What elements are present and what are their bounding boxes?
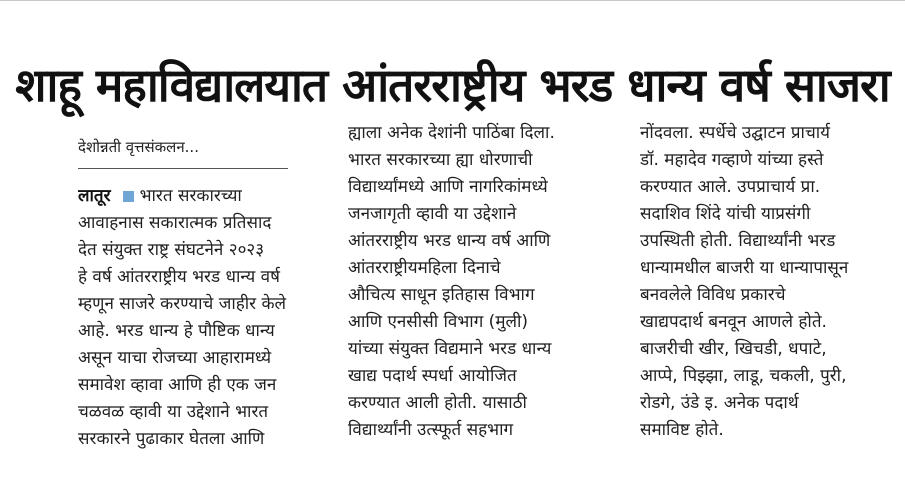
paragraph-line: हे वर्ष आंतरराष्ट्रीय भरड धान्य वर्ष — [78, 267, 280, 287]
paragraph-line: आवाहनास सकारात्मक प्रतिसाद — [78, 213, 272, 233]
paragraph-line: बनवलेले विविध प्रकारचे — [640, 285, 786, 305]
article-column-1 — [78, 120, 314, 453]
paragraph-line: जनजागृती व्हावी या उद्देशाने — [348, 204, 517, 224]
paragraph-line: करण्यात आली होती. यासाठी — [348, 393, 527, 413]
paragraph-line: विद्यार्थ्यांनी उत्स्फूर्त सहभाग — [348, 420, 514, 440]
paragraph-line: भारत सरकारच्या ह्या धोरणाची — [348, 150, 533, 170]
paragraph-line-text: भारत सरकारच्या — [139, 186, 242, 206]
paragraph-line — [78, 183, 314, 210]
paragraph-line: खाद्यपदार्थ बनवून आणले होते. — [640, 312, 827, 332]
paragraph-line: रोडगे, उंडे इ. अनेक पदार्थ — [640, 393, 799, 413]
paragraph-line: आंतरराष्ट्रीय भरड धान्य वर्ष आणि — [348, 231, 551, 251]
paragraph-line: म्हणून साजरे करण्याचे जाहीर केले — [78, 294, 287, 314]
paragraph-line: आहे. भरड धान्य हे पौष्टिक धान्य — [78, 321, 275, 341]
paragraph-line: सदाशिव शिंदे यांची याप्रसंगी — [640, 204, 811, 224]
paragraph-line: समावेश व्हावा आणि ही एक जन — [78, 375, 277, 395]
paragraph-line: खाद्य पदार्थ स्पर्धा आयोजित — [348, 366, 517, 386]
dateline-square-icon — [123, 191, 134, 202]
paragraph-line: समाविष्ट होते. — [640, 420, 724, 440]
paragraph-line: चळवळ व्हावी या उद्देशाने भारत — [78, 402, 269, 422]
paragraph-line: विद्यार्थ्यांमध्ये आणि नागरिकांमध्ये — [348, 177, 548, 197]
paragraph-line: सरकारने पुढाकार घेतला आणि — [78, 429, 265, 449]
paragraph-line: आंतरराष्ट्रीयमहिला दिनाचे — [348, 258, 501, 278]
paragraph-line: औचित्य साधून इतिहास विभाग — [348, 285, 535, 305]
top-border-rule — [0, 0, 905, 7]
paragraph-line: करण्यात आले. उपप्राचार्य प्रा. — [640, 177, 821, 197]
paragraph-line: आणि एनसीसी विभाग (मुली) — [348, 312, 529, 332]
byline: देशोन्नती वृत्तसंकलन... — [78, 138, 199, 156]
article-headline: शाहू महाविद्यालयात आंतरराष्ट्रीय भरड धान्य वर्ष साजरा — [15, 57, 890, 112]
article-column-2 — [348, 120, 603, 444]
article-column-3 — [640, 120, 892, 444]
paragraph-line: देत संयुक्त राष्ट्र संघटनेने २०२३ — [78, 240, 265, 260]
byline-divider — [78, 168, 288, 169]
paragraph-line: नोंदवला. स्पर्धेचे उद्घाटन प्राचार्य — [640, 123, 830, 143]
paragraph-line: उपस्थिती होती. विद्यार्थ्यांनी भरड — [640, 231, 836, 251]
paragraph-line: ह्याला अनेक देशांनी पाठिंबा दिला. — [348, 123, 555, 143]
paragraph-line: बाजरीची खीर, खिचडी, धपाटे, — [640, 339, 827, 359]
paragraph-line: यांच्या संयुक्त विद्यमाने भरड धान्य — [348, 339, 552, 359]
paragraph-line: डॉ. महादेव गव्हाणे यांच्या हस्ते — [640, 150, 824, 170]
paragraph-line: असून याचा रोजच्या आहारामध्ये — [78, 348, 272, 368]
dateline: लातूर — [78, 186, 111, 206]
paragraph-line: धान्यामधील बाजरी या धान्यापासून — [640, 258, 849, 278]
paragraph-line: आप्पे, पिझ्झा, लाडू, चकली, पुरी, — [640, 366, 847, 386]
